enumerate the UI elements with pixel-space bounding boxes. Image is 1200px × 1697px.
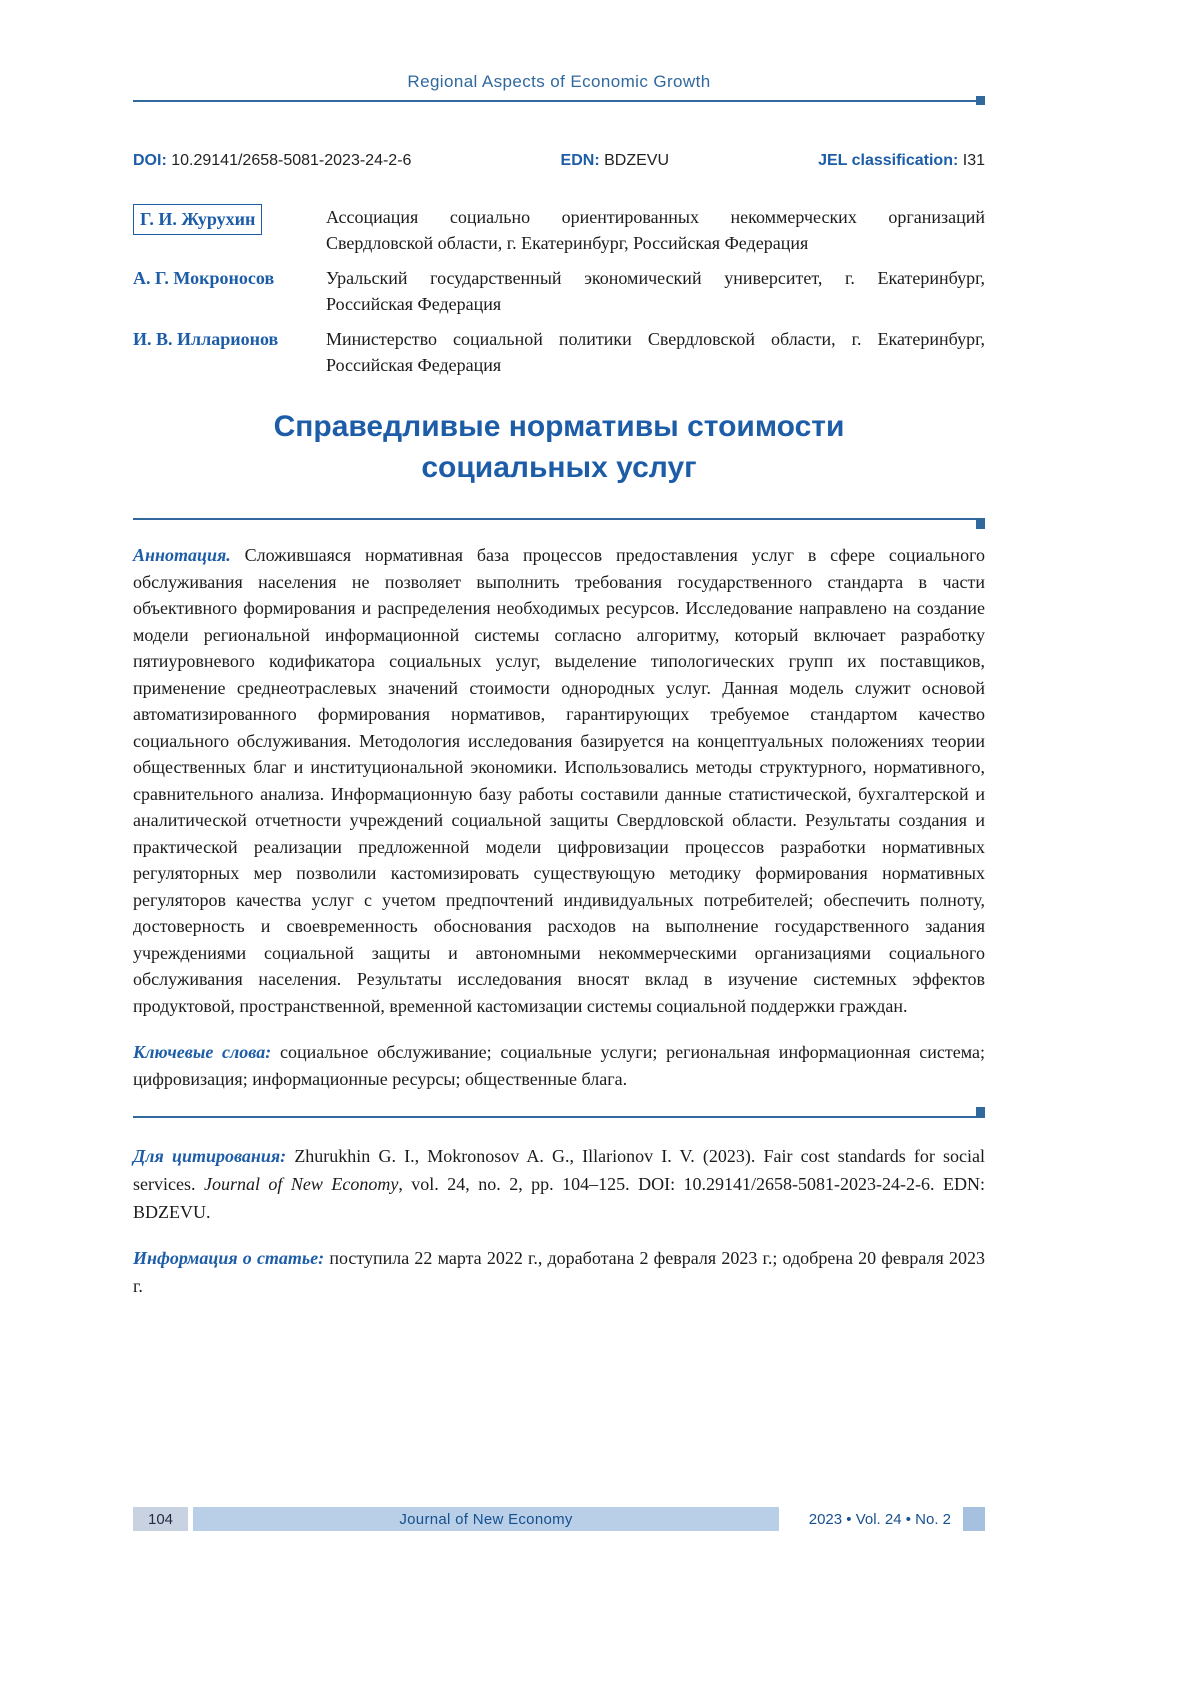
citation-journal-name: Journal of New Economy [203, 1174, 399, 1194]
page-footer [133, 1507, 985, 1531]
footer-spacer [779, 1507, 809, 1531]
citation-paragraph [133, 1142, 985, 1226]
author-row [133, 265, 985, 317]
footer-issue-info: 2023 • Vol. 24 • No. 2 [808, 1510, 951, 1528]
author-name [133, 204, 326, 256]
section-rule-end-square [976, 1107, 985, 1116]
citation-label: Для цитирования: [133, 1146, 287, 1166]
author-name: А. Г. Мокроносов [133, 268, 275, 288]
article-info-paragraph [133, 1244, 985, 1300]
keywords-text: социальное обслуживание; социальные услуги; региональная информационная система; цифровизация; информационные ресурсы; общественные блага. [133, 1042, 985, 1089]
jel [818, 152, 985, 170]
abstract-paragraph [133, 542, 985, 1019]
article-info-label: Информация о статье: [133, 1248, 325, 1268]
section-rule [133, 518, 985, 520]
doi [133, 152, 411, 170]
doi-value: 10.29141/2658-5081-2023-24-2-6 [171, 152, 412, 169]
author-name-box: Г. И. Журухин [133, 204, 262, 235]
jel-value: I31 [962, 152, 985, 169]
citation-text-pre: Zhurukhin G. I., Mokronosov A. G., Illarionov I. V. (2023). Fair cost standards for social services. [133, 1146, 985, 1194]
doi-label: DOI: [133, 152, 167, 169]
header-rule [133, 100, 985, 102]
edn [561, 152, 669, 170]
edn-value: BDZEVU [604, 152, 669, 169]
author-row [133, 204, 985, 256]
keywords-paragraph [133, 1039, 985, 1092]
abstract-label: Аннотация. [133, 545, 231, 565]
footer-journal-name: Journal of New Economy [193, 1507, 779, 1531]
article-title: Справедливые нормативы стоимости социальных услуг [273, 410, 845, 484]
author-affiliation: Уральский государственный экономический университет, г. Екатеринбург, Российская Федерация [326, 268, 985, 314]
keywords-label: Ключевые слова: [133, 1042, 272, 1062]
footer-end-square [963, 1507, 985, 1531]
running-head: Regional Aspects of Economic Growth [407, 72, 711, 91]
author-name: И. В. Илларионов [133, 329, 279, 349]
header-rule-end-square [976, 96, 985, 105]
author-affiliation: Министерство социальной политики Свердловской области, г. Екатеринбург, Российская Федерация [326, 329, 985, 375]
jel-label: JEL classification: [818, 152, 959, 169]
page-number: 104 [133, 1507, 188, 1531]
section-rule-end-square [976, 520, 985, 529]
section-rule [133, 1116, 985, 1118]
author-row [133, 326, 985, 378]
authors-block [133, 204, 985, 378]
article-info-text: поступила 22 марта 2022 г., доработана 2 февраля 2023 г.; одобрена 20 февраля 2023 г. [133, 1248, 985, 1296]
citation-text-post: , vol. 24, no. 2, pp. 104–125. DOI: 10.29141/2658-5081-2023-24-2-6. EDN: BDZEVU. [133, 1174, 985, 1222]
abstract-text: Сложившаяся нормативная база процессов предоставления услуг в сфере социального обслуживания населения не позволяет выполнить требования государственного стандарта в части объективного формирования и распределения необходимых ресурсов. Исследование направлено на создание модели региональной информационной системы согласно алгоритму, который включает разработку пятиуровневого кодификатора социальных услуг, выделение типологических групп их поставщиков, применение среднеотраслевых значений стоимости однородных услуг. Данная модель служит основой автоматизированного формирования нормативов, гарантирующих требуемое стандартом качество социального обслуживания. Методология исследования базируется на концептуальных положениях теории общественных благ и институциональной экономики. Использовались методы структурного, нормативного, сравнительного анализа. Информационную базу работы составили данные статистической, бухгалтерской и аналитической отчетности учреждений социальной защиты Свердловской области. Результаты создания и практической реализации предложенной модели цифровизации процессов разработки нормативных регуляторных мер позволили кастомизировать существующую методику формирования нормативных регуляторов качества услуг с учетом предпочтений индивидуальных потребителей; обеспечить полноту, достоверность и своевременность обоснования расходов на выполнение государственного задания учреждениями социальной защиты и автономными некоммерческими организациями социального обслуживания населения. Результаты исследования вносят вклад в изучение системных эффектов продуктовой, пространственной, временной кастомизации системы социальной поддержки граждан. [133, 545, 986, 1016]
author-affiliation: Ассоциация социально ориентированных некоммерческих организаций Свердловской области, г. Екатеринбург, Российская Федерация [326, 207, 985, 253]
article-meta [133, 152, 985, 170]
edn-label: EDN: [560, 152, 600, 169]
